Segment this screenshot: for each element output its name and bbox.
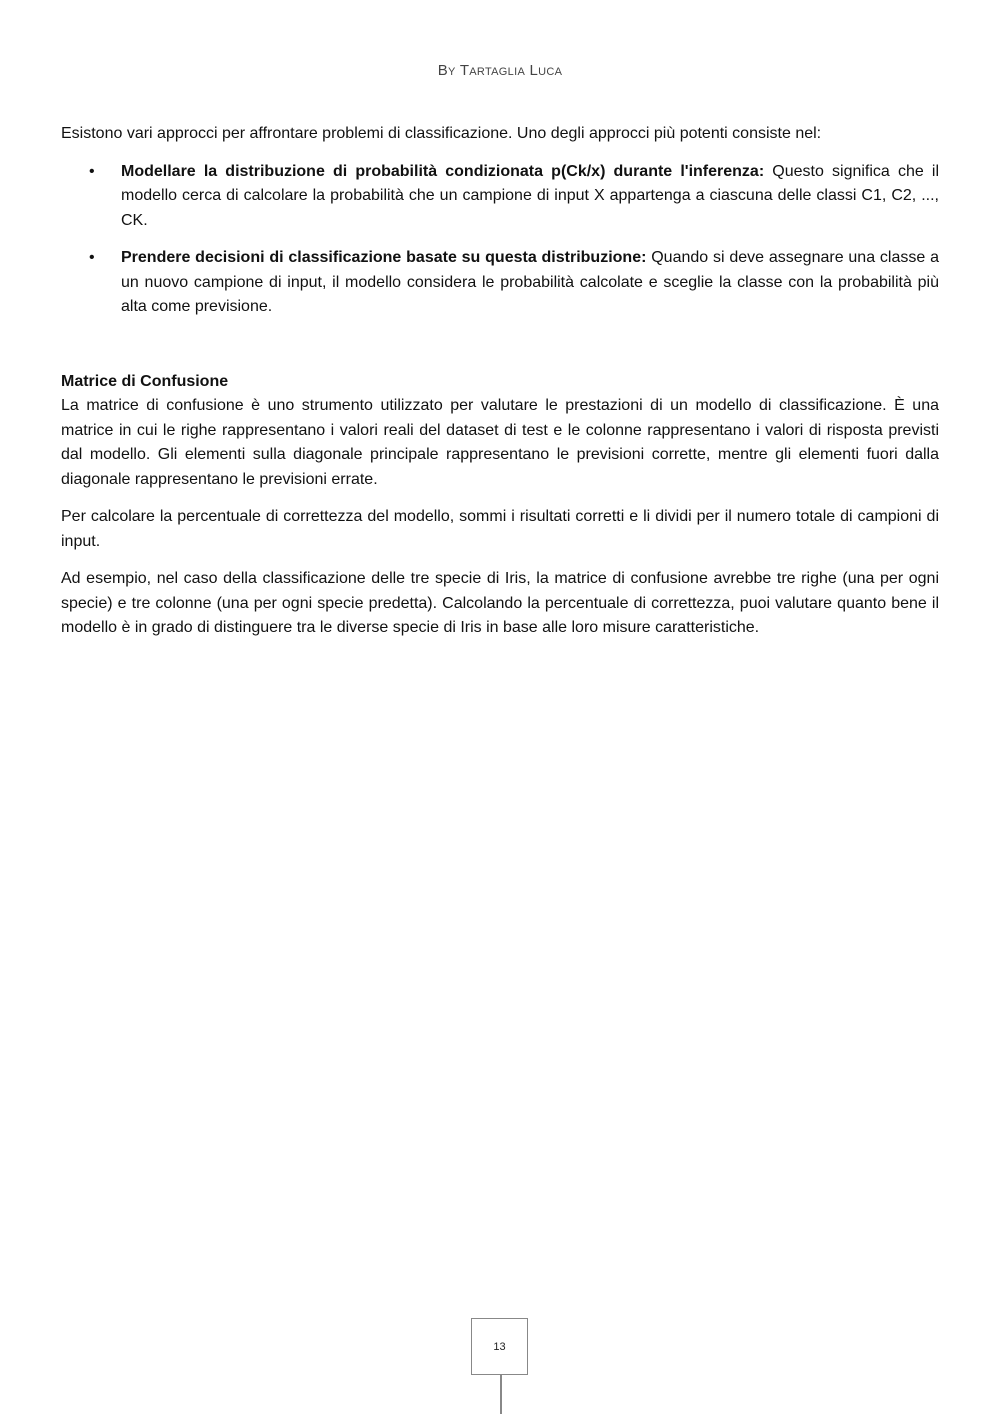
bullet-text: Quando si deve assegnare una classe a un nuovo campione di input, il modello considera le probabilità calcolate e sceglie la classe con la probabilità più alta come previsione. [121, 249, 939, 315]
bullet-bold-lead: Modellare la distribuzione di probabilità condizionata p(Ck/x) durante l'inferenza: [121, 162, 765, 180]
bullet-item [61, 160, 939, 234]
page-number-box [471, 1318, 528, 1375]
bullet-text: Questo significa che il modello cerca di calcolare la probabilità che un campione di input X appartenga a ciascuna delle classi C1, C2, ..., CK. [121, 162, 940, 229]
bullet-bold-lead: Prendere decisioni di classificazione basate su questa distribuzione: [121, 249, 647, 266]
section-title: Matrice di Confusione [61, 372, 229, 390]
page-header: By Tartaglia Luca [437, 62, 563, 79]
bullet-list [61, 160, 939, 320]
bullet-item [61, 246, 939, 320]
intro-paragraph: Esistono vari approcci per affrontare problemi di classificazione. Uno degli approcci più potenti consiste nel: [61, 125, 822, 142]
page-number-connector-line [500, 1375, 502, 1414]
page-number: 13 [493, 1340, 506, 1353]
bullet-dot-icon: • [89, 249, 95, 266]
body-paragraph: Per calcolare la percentuale di correttezza del modello, sommi i risultati corretti e li dividi per il numero totale di campioni di input. [61, 508, 939, 550]
document-body [61, 122, 939, 641]
body-paragraph: La matrice di confusione è uno strumento utilizzato per valutare le prestazioni di un modello di classificazione. È una matrice in cui le righe rappresentano i valori reali del dataset di test e le colonne rappresentano i valori di risposta previsti dal modello. Gli elementi sulla diagonale principale rappresentano le previsioni corrette, mentre gli elementi fuori dalla diagonale rappresentano le previsioni errate. [61, 397, 939, 488]
body-paragraph: Ad esempio, nel caso della classificazione delle tre specie di Iris, la matrice di confusione avrebbe tre righe (una per ogni specie) e tre colonne (una per ogni specie predetta). Calcolando la percentuale di correttezza, puoi valutare quanto bene il modello è in grado di distinguere tra le diverse specie di Iris in base alle loro misure caratteristiche. [61, 570, 939, 636]
bullet-dot-icon: • [89, 162, 95, 180]
